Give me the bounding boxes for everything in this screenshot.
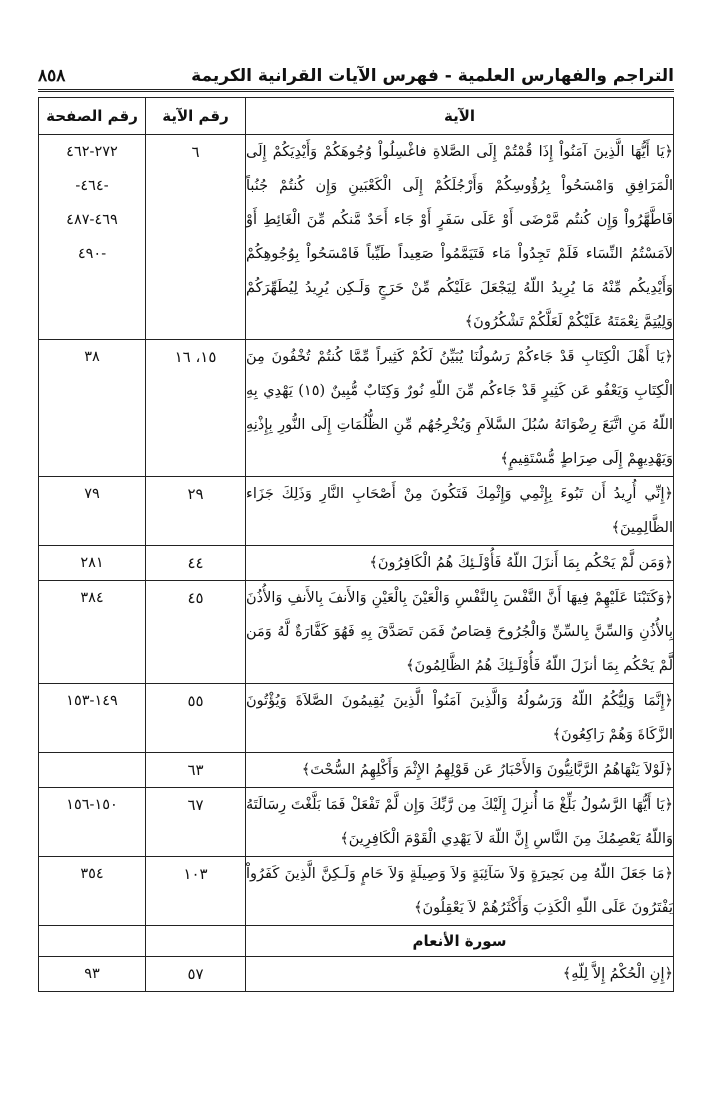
verse-index-table <box>38 97 674 992</box>
verse-text: ﴿لَوْلاَ يَنْهَاهُمُ الرَّبَّانِيُّونَ وَالأَحْبَارُ عَن قَوْلِهِمُ الإِثْمَ وَأَكْلِهِمُ السُّحْتَ﴾ <box>246 753 674 788</box>
page-reference: ٩٣ <box>39 957 146 992</box>
empty-cell <box>39 926 146 957</box>
table-row <box>39 477 674 546</box>
page-reference <box>39 753 146 788</box>
verse-text: ﴿وَكَتَبْنَا عَلَيْهِمْ فِيهَا أَنَّ النَّفْسَ بِالنَّفْسِ وَالْعَيْنَ بِالْعَيْنِ وَالأَنفَ بِالأَنفِ وَالأُذُنَ بِالأُذُنِ وَالسِّنَّ بِالسِّنِّ وَالْجُرُوحَ قِصَاصٌ فَمَن تَصَدَّقَ بِهِ فَهُوَ كَفَّارَةٌ لَّهُ وَمَن لَّمْ يَحْكُم بِمَا أنزَلَ اللّهُ فَأُوْلَـئِكَ هُمُ الظَّالِمُونَ﴾ <box>246 581 674 684</box>
verse-number: ٦٣ <box>146 753 246 788</box>
page-reference: ١٤٩-١٥٣ <box>39 684 146 753</box>
running-header <box>38 58 674 86</box>
header-rule <box>38 89 674 92</box>
verse-number: ٦٧ <box>146 788 246 857</box>
table-row <box>39 857 674 926</box>
table-row <box>39 684 674 753</box>
column-header-verse: الآية <box>246 98 674 135</box>
page-reference: ٣٥٤ <box>39 857 146 926</box>
table-row <box>39 753 674 788</box>
verse-number: ٥٥ <box>146 684 246 753</box>
surah-heading: سورة الأنعام <box>246 926 674 957</box>
table-row <box>39 135 674 340</box>
page-reference: ٣٨ <box>39 340 146 477</box>
table-row <box>39 788 674 857</box>
page-reference: ٧٩ <box>39 477 146 546</box>
surah-heading-row <box>39 926 674 957</box>
empty-cell <box>146 926 246 957</box>
verse-text: ﴿وَمَن لَّمْ يَحْكُم بِمَا أَنزَلَ اللّهُ فَأُوْلَـئِكَ هُمُ الْكَافِرُونَ﴾ <box>246 546 674 581</box>
page-reference: ١٥٠-١٥٦ <box>39 788 146 857</box>
verse-number: ٥٧ <box>146 957 246 992</box>
verse-text: ﴿مَا جَعَلَ اللّهُ مِن بَحِيرَةٍ وَلاَ سَآئِبَةٍ وَلاَ وَصِيلَةٍ وَلاَ حَامٍ وَلَـكِنَّ الَّذِينَ كَفَرُواْ يَفْتَرُونَ عَلَى اللّهِ الْكَذِبَ وَأَكْثَرُهُمْ لاَ يَعْقِلُونَ﴾ <box>246 857 674 926</box>
verse-text: ﴿يَا أَيُّهَا الرَّسُولُ بَلِّغْ مَا أُنزِلَ إِلَيْكَ مِن رَّبِّكَ وَإِن لَّمْ تَفْعَلْ فَمَا بَلَّغْتَ رِسَالَتَهُ وَاللّهُ يَعْصِمُكَ مِنَ النَّاسِ إِنَّ اللّهَ لاَ يَهْدِي الْقَوْمَ الْكَافِرِينَ﴾ <box>246 788 674 857</box>
verse-number: ٤٥ <box>146 581 246 684</box>
table-row <box>39 957 674 992</box>
table-header-row <box>39 98 674 135</box>
table-row <box>39 581 674 684</box>
book-title: التراجم والفهارس العلمية - فهرس الآيات القرانية الكريمة <box>191 66 674 86</box>
verse-text: ﴿إِنِّي أُرِيدُ أَن تَبُوءَ بِإِثْمِي وَإِثْمِكَ فَتَكُونَ مِنْ أَصْحَابِ النَّارِ وَذَلِكَ جَزَاء الظَّالِمِينَ﴾ <box>246 477 674 546</box>
verse-number: ٢٩ <box>146 477 246 546</box>
page-reference: ٣٨٤ <box>39 581 146 684</box>
page-reference: ٢٨١ <box>39 546 146 581</box>
verse-text: ﴿يَا أَهْلَ الْكِتَابِ قَدْ جَاءكُمْ رَسُولُنَا يُبَيِّنُ لَكُمْ كَثِيراً مِّمَّا كُنتُمْ تُخْفُونَ مِنَ الْكِتَابِ وَيَعْفُو عَن كَثِيرٍ قَدْ جَاءكُم مِّنَ اللّهِ نُورٌ وَكِتَابٌ مُّبِينٌ (١٥) يَهْدِي بِهِ اللّهُ مَنِ اتَّبَعَ رِضْوَانَهُ سُبُلَ السَّلاَمِ وَيُخْرِجُهُم مِّنِ الظُّلُمَاتِ إِلَى النُّورِ بِإِذْنِهِ وَيَهْدِيهِمْ إِلَى صِرَاطٍ مُّسْتَقِيمٍ﴾ <box>246 340 674 477</box>
verse-text: ﴿إِنِ الْحُكْمُ إِلاَّ لِلّهِ﴾ <box>246 957 674 992</box>
page-reference: ٢٧٢-٤٦٢ -٤٦٤- ٤٦٩-٤٨٧ -٤٩٠ <box>39 135 146 340</box>
verse-number: ٤٤ <box>146 546 246 581</box>
page-number: ٨٥٨ <box>38 66 66 86</box>
verse-number: ١٠٣ <box>146 857 246 926</box>
column-header-page: رقم الصفحة <box>39 98 146 135</box>
verse-text: ﴿إِنَّمَا وَلِيُّكُمُ اللّهُ وَرَسُولُهُ وَالَّذِينَ آمَنُواْ الَّذِينَ يُقِيمُونَ الصَّلاَةَ وَيُؤْتُونَ الزَّكَاةَ وَهُمْ رَاكِعُونَ﴾ <box>246 684 674 753</box>
verse-number: ١٥، ١٦ <box>146 340 246 477</box>
column-header-verse-number: رقم الآية <box>146 98 246 135</box>
verse-number: ٦ <box>146 135 246 340</box>
verse-text: ﴿يَا أَيُّهَا الَّذِينَ آمَنُواْ إِذَا قُمْتُمْ إِلَى الصَّلاةِ فاغْسِلُواْ وُجُوهَكُمْ وَأَيْدِيَكُمْ إِلَى الْمَرَافِقِ وَامْسَحُواْ بِرُؤُوسِكُمْ وَأَرْجُلَكُمْ إِلَى الْكَعْبَينِ وَإِن كُنتُمْ جُنُباً فَاطَّهَّرُواْ وَإِن كُنتُم مَّرْضَى أَوْ عَلَى سَفَرٍ أَوْ جَاء أَحَدٌ مَّنكُم مِّنَ الْغَائِطِ أَوْ لاَمَسْتُمُ النِّسَاء فَلَمْ تَجِدُواْ مَاء فَتَيَمَّمُواْ صَعِيداً طَيِّباً فَامْسَحُواْ بِوُجُوهِكُمْ وَأَيْدِيكُم مِّنْهُ مَا يُرِيدُ اللّهُ لِيَجْعَلَ عَلَيْكُم مِّنْ حَرَجٍ وَلَـكِن يُرِيدُ لِيُطَهِّرَكُمْ وَلِيُتِمَّ نِعْمَتَهُ عَلَيْكُمْ لَعَلَّكُمْ تَشْكُرُونَ﴾ <box>246 135 674 340</box>
table-row <box>39 546 674 581</box>
table-row <box>39 340 674 477</box>
